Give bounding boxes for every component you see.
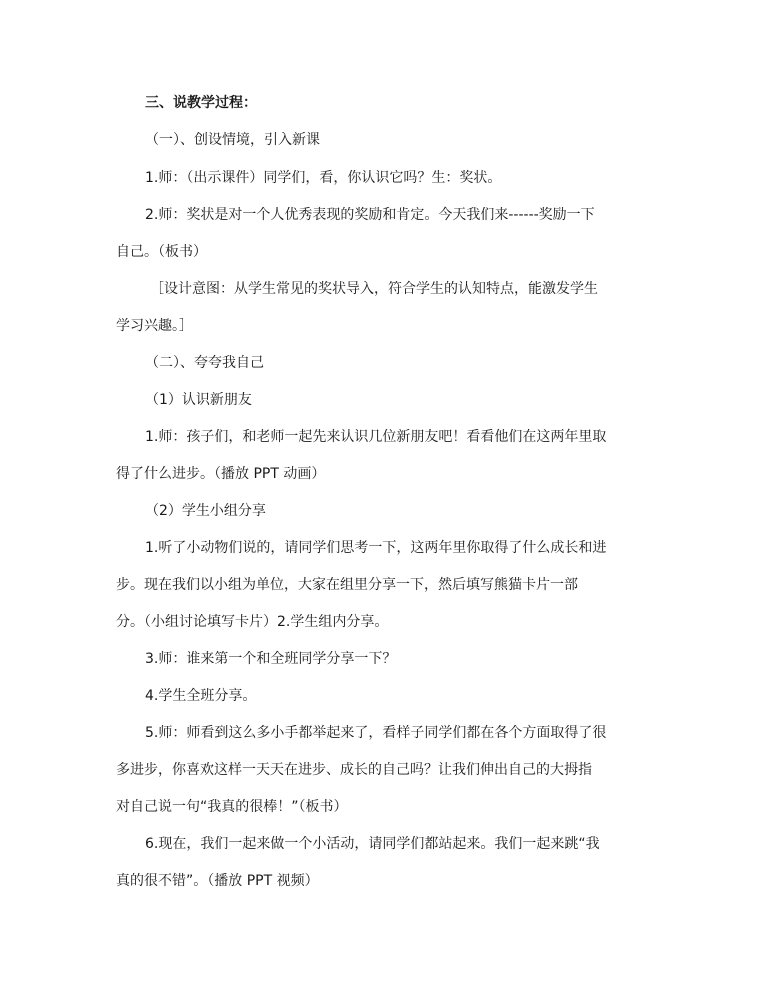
paragraph-line: 多进步，你喜欢这样一天天在进步、成长的自己吗？让我们伸出自己的大拇指	[116, 762, 592, 778]
subsection-heading: （二）、夸夸我自己	[145, 355, 264, 371]
step-heading: （2）学生小组分享	[145, 503, 266, 519]
paragraph-line: 1.师：（出示课件）同学们，看，你认识它吗？生：奖状。	[145, 170, 502, 186]
paragraph-line: 4.学生全班分享。	[145, 688, 257, 704]
section-heading: 三、说教学过程：	[145, 95, 257, 111]
paragraph-line: 1.听了小动物们说的，请同学们思考一下，这两年里你取得了什么成长和进	[145, 540, 607, 556]
paragraph-line: 自己。（板书）	[116, 244, 207, 260]
paragraph-line: 2.师：奖状是对一个人优秀表现的奖励和肯定。今天我们来------奖励一下	[145, 207, 595, 223]
paragraph-line: 对自己说一句“我真的很棒！”（板书）	[116, 799, 348, 815]
step-heading: （1）认识新朋友	[145, 392, 252, 408]
paragraph-line: 6.现在，我们一起来做一个小活动，请同学们都站起来。我们一起来跳“我	[145, 836, 600, 852]
paragraph-line: 1.师：孩子们，和老师一起先来认识几位新朋友吧！看看他们在这两年里取	[145, 429, 607, 445]
paragraph-line: 5.师：师看到这么多小手都举起来了，看样子同学们都在各个方面取得了很	[145, 725, 607, 741]
paragraph-line: 步。现在我们以小组为单位，大家在组里分享一下，然后填写熊猫卡片一部	[116, 577, 578, 593]
paragraph-line: 分。（小组讨论填写卡片）2.学生组内分享。	[116, 614, 389, 630]
paragraph-line: 真的很不错”。（播放 PPT 视频）	[116, 873, 319, 889]
paragraph-line: 得了什么进步。（播放 PPT 动画）	[116, 466, 326, 482]
design-intent-note: ［设计意图：从学生常见的奖状导入，符合学生的认知特点，能激发学生	[150, 281, 598, 297]
paragraph-line: 3.师：谁来第一个和全班同学分享一下？	[145, 651, 397, 667]
subsection-heading: （一）、创设情境，引入新课	[145, 132, 320, 148]
design-intent-note: 学习兴趣。］	[116, 318, 193, 334]
